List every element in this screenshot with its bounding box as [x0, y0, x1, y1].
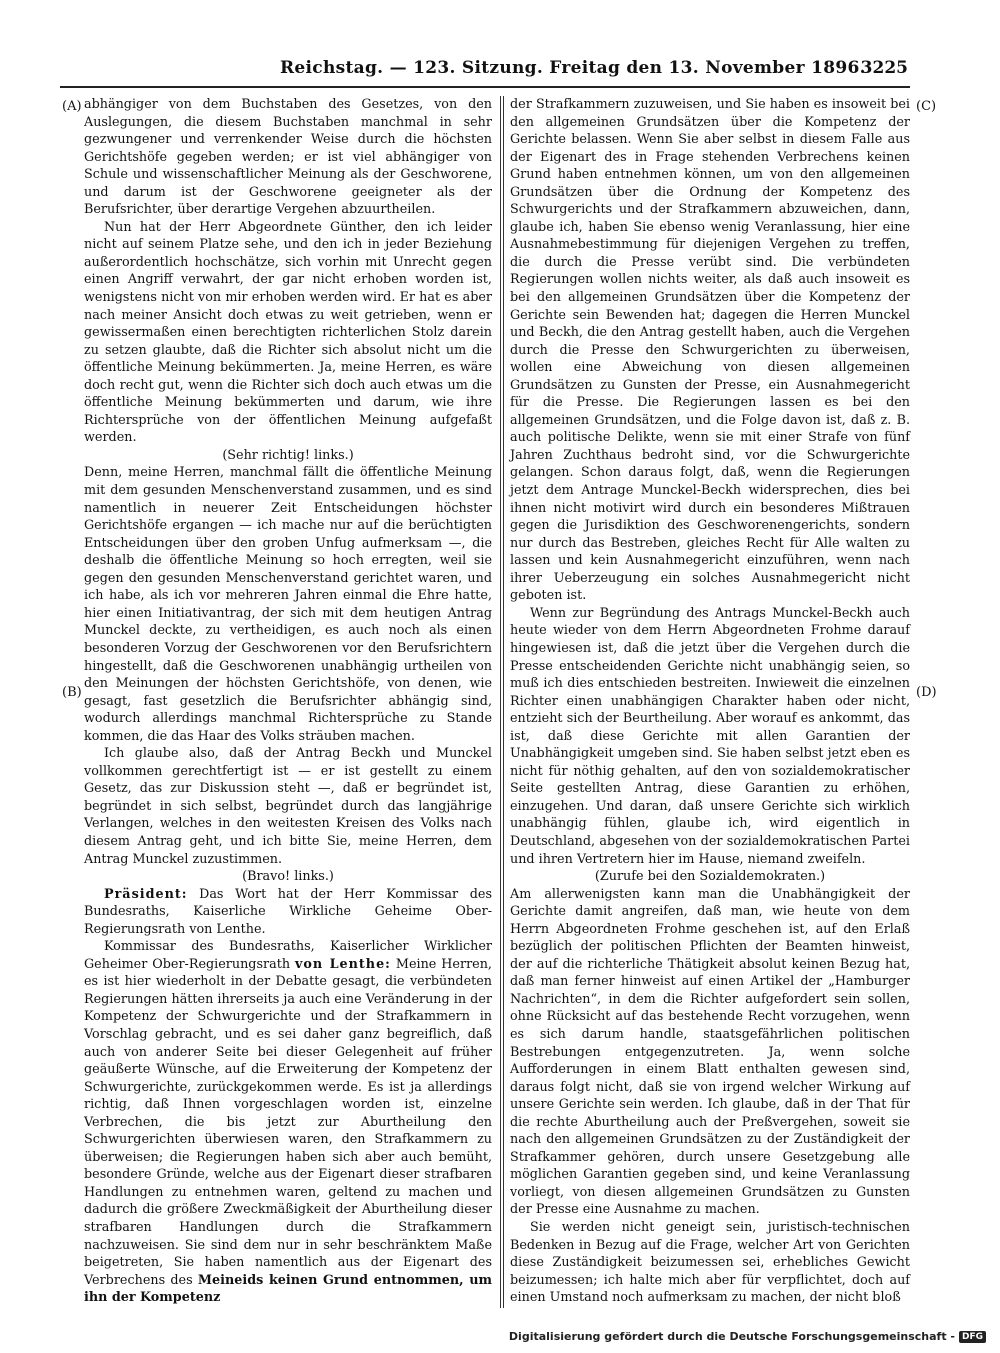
paragraph: abhängiger von dem Buchstaben des Gesetzes, von den Auslegungen, die diesem Buchstaben manchmal in sehr gezwungener und verrenkender Weise durch die höchsten Gerichtshöfe gegeben werden; er ist viel abhängiger von Schule und wissenschaftlicher Meinung als der Geschworene, und darum ist der Geschworene geeigneter als der Berufsrichter, über derartige Vergehen abzuurtheilen.	[84, 97, 492, 218]
column-divider	[500, 96, 501, 1308]
paragraph: Am allerwenigsten kann man die Unabhängigkeit der Gerichte damit angreifen, daß man, wie heute von dem Herrn Abgeordneten Frohme geschehen ist, auf den Erlaß bezüglich der politischen Pflichten der Beamten hinweist, der auf die richterliche Thätigkeit absolut keinen Bezug hat, daß man ferner hinweist auf einen Artikel der „Hamburger Nachrichten“, in dem die Richter aufgefordert sein sollen, ohne Rücksicht auf das bestehende Recht vorzugehen, wenn es sich darum handle, staatsgefährlichen politischen Bestrebungen entgegenzutreten. Ja, wenn solche Aufforderungen in einem Blatt enthalten gewesen sind, daraus folgt nicht, daß sie von irgend welcher Wirkung auf unsere Gerichte sein werden. Ich glaube, daß in der That für die rechte Aburtheilung auch der Preßvergehen, soweit sie nach den allgemeinen Grundsätzen zu der Zuständigkeit der Strafkammer gehören, durch unsere Gesetzgebung alle möglichen Garantien gegeben sind, und keine Veranlassung vorliegt, von diesen allgemeinen Grundsätzen zu Gunsten der Presse eine Ausnahme zu machen.	[510, 886, 910, 1218]
speaker-intro: Kommissar des Bundesraths, Kaiserlicher Wirklicher Geheimer Ober-Regierungsrath	[84, 939, 492, 972]
footer-credit	[509, 1330, 986, 1343]
margin-marker-a: (A)	[62, 99, 82, 114]
footer-text: Digitalisierung gefördert durch die Deutsche Forschungsgemeinschaft -	[508, 1330, 955, 1343]
paragraph: Nun hat der Herr Abgeordnete Günther, den ich leider nicht auf seinem Platze sehe, und den ich in jeder Beziehung außerordentlich hochschätze, sich vorhin mit Unrecht gegen einen Angriff verwahrt, der gar nicht erhoben worden ist, wenigstens nicht von mir erhoben werden wird. Er hat es aber nach meiner Ansicht doch etwas zu weit getrieben, wenn er gewissermaßen einen berechtigten richterlichen Stolz darein zu setzen glaubte, daß die Richter sich absolut nicht um die öffentliche Meinung bekümmerten. Ja, meine Herren, es wäre doch recht gut, wenn die Richter sich doch auch etwas um die öffentliche Meinung bekümmerten und darum, wie ihre Richtersprüche von der öffentlichen Meinung aufgefaßt werden.	[84, 219, 492, 446]
paragraph	[84, 886, 492, 939]
paragraph	[84, 938, 492, 1306]
speech-text: Das Wort hat der Herr Kommissar des Bundesraths, Kaiserliche Wirkliche Geheime Ober-Regierungsrath von Lenthe.	[84, 886, 492, 937]
page-number: 3225	[860, 58, 908, 78]
header-rule	[60, 86, 910, 88]
page-header	[90, 58, 908, 82]
paragraph: Wenn zur Begründung des Antrags Munckel-Beckh auch heute wieder von dem Herrn Abgeordneten Frohme darauf hingewiesen ist, daß die jetzt über die Vergehen durch die Presse entscheidenden Gerichte nicht unabhängig seien, so muß ich dies entschieden bestreiten. Inwieweit die einzelnen Richter einen unabhängigen Charakter haben oder nicht, entzieht sich der Beurtheilung. Aber worauf es ankommt, das ist, daß diese Gerichte mit allen Garantien der Unabhängigkeit umgeben sind. Sie haben selbst jetzt eben es nicht für nöthig gehalten, auf den von sozialdemokratischer Seite gestellten Antrag, diese Garantien zu erhöhen, einzugehen. Und daran, daß unsere Gerichte sich wirklich unabhängig fühlen, glaube ich, wird eigentlich in Deutschland, abgesehen von der sozialdemokratischen Partei und ihren Vertretern hier im Hause, niemand zweifeln.	[510, 605, 910, 867]
interjection: (Sehr richtig! links.)	[222, 447, 354, 463]
paragraph: Sie werden nicht geneigt sein, juristisch-technischen Bedenken in Bezug auf die Frage, welcher Art von Gerichten diese Zuständigkeit beizumessen sei, erhebliches Gewicht beizumessen; ich halte mich aber für verpflichtet, doch auf einen Umstand noch aufmerksam zu machen, der nicht bloß	[510, 1220, 910, 1306]
paragraph: der Strafkammern zuzuweisen, und Sie haben es insoweit bei den allgemeinen Grundsätzen über die Kompetenz der Gerichte belassen. Wenn Sie aber selbst in diesem Falle aus der Eigenart des in Frage stehenden Verbrechens keinen Grund haben entnehmen können, um von den allgemeinen Grundsätzen über die Ordnung der Kompetenz des Schwurgerichts und der Strafkammern abzuweichen, dann, glaube ich, haben Sie ebenso wenig Veranlassung, hier eine Ausnahmebestimmung für diejenigen Vergehen zu treffen, die durch die Presse verübt sind. Die verbündeten Regierungen wollen nichts weiter, als daß auch insoweit es bei den allgemeinen Grundsätzen über die Kompetenz der Gerichte sein Bewenden hat; dagegen die Herren Munckel und Beckh, die den Antrag gestellt haben, auch die Vergehen durch die Presse den Schwurgerichten zu überweisen, wollen eine Abweichung von diesen allgemeinen Grundsätzen zu Gunsten der Presse, ein Ausnahmegericht für die Presse. Die Regierungen lassen es bei den allgemeinen Grundsätzen, und die Folge davon ist, daß z. B. auch politische Delikte, wenn sie mit einer Strafe von fünf Jahren Zuchthaus bedroht sind, vor die Schwurgerichte gelangen. Schon daraus folgt, daß, wenn die Regierungen jetzt dem Antrage Munckel-Beckh widersprechen, dies bei ihnen nicht motivirt wird durch ein besonderes Mißtrauen gegen die Jurisdiktion des Geschworenengerichts, sondern nur durch das Bestreben, gleiches Recht für Alle walten zu lassen und kein Ausnahmegericht einzuführen, wenn nach ihrer Ueberzeugung ein solches Ausnahmegericht nicht geboten ist.	[510, 97, 910, 604]
speaker-name: von Lenthe:	[295, 956, 391, 972]
paragraph: Denn, meine Herren, manchmal fällt die öffentliche Meinung mit dem gesunden Menschenverstand zusammen, und es sind namentlich in neuerer Zeit Entscheidungen höchster Gerichtshöfe ergangen — ich mache nur auf die berüchtigten Entscheidungen über den groben Unfug aufmerksam —, die deshalb die öffentliche Meinung so hoch erregten, weil sie gegen den gesunden Menschenverstand gerichtet waren, und ich habe, als ich vor mehreren Jahren einmal die Ehre hatte, hier einen Initiativantrag, der sich mit dem heutigen Antrag Munckel deckte, zu vertheidigen, es auch noch als einen besonderen Vorzug der Geschworenen vor den Berufsrichtern hingestellt, daß die Geschworenen unabhängig urtheilen von den Meinungen der höchsten Gerichtshöfe, von denen, wie gesagt, fast gesetzlich die Berufsrichter abhängig sind, wodurch allerdings manchmal Richtersprüche zu Stande kommen, die das Haar des Volks sträuben machen.	[84, 465, 492, 744]
header-title: Reichstag. — 123. Sitzung. Freitag den 13. November 1896.	[280, 58, 866, 78]
margin-marker-b: (B)	[62, 685, 82, 700]
margin-marker-d: (D)	[916, 685, 937, 700]
paragraph: Ich glaube also, daß der Antrag Beckh und Munckel vollkommen gerechtfertigt ist — er ist gestellt zu einem Gesetz, das zur Diskussion steht —, daß er begründet ist, begründet in sich selbst, begründet durch das langjährige Verlangen, welches in den weitesten Kreisen des Volks nach diesem Antrag geht, und ich bitte Sie, meine Herren, dem Antrag Munckel zuzustimmen.	[84, 746, 492, 867]
right-column	[510, 96, 910, 1307]
interjection: (Bravo! links.)	[242, 869, 334, 885]
column-divider-second	[503, 96, 504, 1308]
interjection: (Zurufe bei den Sozialdemokraten.)	[594, 869, 826, 885]
speech-text: Meine Herren, es ist hier wiederholt in der Debatte gesagt, die verbündeten Regierungen hätten ihrerseits ja auch eine Veränderung in der Kompetenz der Schwurgerichte und der Strafkammern in Vorschlag gebracht, und es sei daher ganz begreiflich, daß auch von anderer Seite bei dieser Gelegenheit auf früher geäußerte Wünsche, auf die Erweiterung der Kompetenz der Schwurgerichte, zurückgekommen werde. Es ist ja allerdings richtig, daß Ihnen vorgeschlagen worden ist, einzelne Verbrechen, die bis jetzt zur Aburtheilung den Schwurgerichten überwiesen waren, den Strafkammern zu überweisen; die Regierungen haben sich aber auch bemüht, besondere Gründe, welche aus der Eigenart dieser strafbaren Handlungen zu entnehmen waren, geltend zu machen und dadurch die größere Zweckmäßigkeit der Aburtheilung dieser strafbaren Handlungen durch die Strafkammern nachzuweisen. Sie sind dem nur in sehr beschränktem Maße beigetreten, Sie haben namentlich aus der Eigenart des Verbrechens des	[84, 956, 492, 1288]
speech-text-bold: Meineids keinen Grund entnommen, um ihn der Kompetenz	[84, 1272, 492, 1306]
dfg-logo: DFG	[959, 1331, 986, 1343]
margin-marker-c: (C)	[916, 99, 937, 114]
speaker-name: Präsident:	[104, 886, 188, 902]
left-column	[84, 96, 492, 1307]
